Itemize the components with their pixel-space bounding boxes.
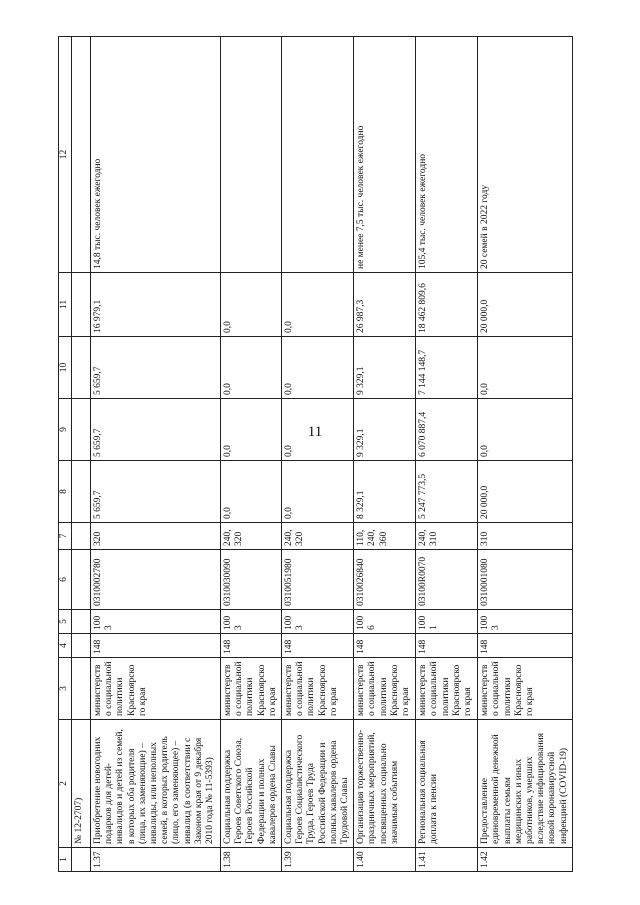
table-header-row <box>59 37 72 872</box>
cell-year-1: 0,0 <box>282 461 354 523</box>
rotated-table-container <box>58 37 598 872</box>
activity-name: Приобретение новогодних подарков для детей-инвалидов и детей из семей, в которых оба родителя (лица, их заменяющие) – инвалиды, или неполных семей, в которых родитель (лицо, его заменяющее) – инвалид (в соответствии с Законом края от 9 декабря 2010 года № 11-5393) <box>91 720 221 848</box>
table-row <box>416 37 478 872</box>
cell-expense-type: 240, 320 <box>282 523 354 550</box>
page-number: 11 <box>307 424 323 440</box>
column-header: 3 <box>59 658 72 720</box>
cell-expected-result: 20 семей в 2022 году <box>478 37 573 273</box>
cell-target-article: 0310030090 <box>221 550 282 610</box>
cell-year-1: 5 247 773,5 <box>416 461 478 523</box>
row-number: 1.38 <box>221 848 282 872</box>
cell-year-1: 0,0 <box>221 461 282 523</box>
row-number: 1.42 <box>478 848 573 872</box>
column-header: 5 <box>59 610 72 634</box>
administrator: министерство социальной политики Красноярского края <box>354 658 416 720</box>
column-header: 8 <box>59 461 72 523</box>
administrator: министерство социальной политики Красноярского края <box>282 658 354 720</box>
table-row <box>282 37 354 872</box>
cell-year-3: 0,0 <box>282 337 354 399</box>
column-header: 9 <box>59 399 72 461</box>
activity-name: Организация торжественно-праздничных мероприятий, посвященных социально значимым событиям <box>354 720 416 848</box>
activity-name: Предоставление единовременной денежной выплаты семьям медицинских и иных работников, умерших вследствие инфицирования новой коронавирусной инфекцией (COVID-19) <box>478 720 573 848</box>
cell-year-1: 20 000,0 <box>478 461 573 523</box>
cell-year-2: 5 659,7 <box>91 399 221 461</box>
column-header: 12 <box>59 37 72 273</box>
cell-total: 0,0 <box>282 273 354 337</box>
cell-grbs: 148 <box>478 634 573 658</box>
cell-target-article: 0310051980 <box>282 550 354 610</box>
cell-year-1: 8 329,1 <box>354 461 416 523</box>
cell-year-2: 0,0 <box>221 399 282 461</box>
table-row <box>91 37 221 872</box>
administrator: министерство социальной политики Красноярского края <box>221 658 282 720</box>
cell-expected-result: не менее 7,5 тыс. человек ежегодно <box>354 37 416 273</box>
row-number: 1.40 <box>354 848 416 872</box>
administrator: министерство социальной политики Красноярского края <box>416 658 478 720</box>
cell-grbs: 148 <box>416 634 478 658</box>
column-header: 1 <box>59 848 72 872</box>
column-header: 6 <box>59 550 72 610</box>
cell-year-2: 9 329,1 <box>354 399 416 461</box>
table-row <box>221 37 282 872</box>
cell-expense-type: 240, 310 <box>416 523 478 550</box>
cell-section: 1006 <box>354 610 416 634</box>
administrator: министерство социальной политики Красноярского края <box>91 658 221 720</box>
table-row <box>354 37 416 872</box>
cell-grbs: 148 <box>91 634 221 658</box>
cell-year-3: 7 144 148,7 <box>416 337 478 399</box>
cell-section: 1003 <box>221 610 282 634</box>
cell-year-3: 0,0 <box>478 337 573 399</box>
cell-grbs: 148 <box>221 634 282 658</box>
row-number: 1.41 <box>416 848 478 872</box>
activity-name: Социальная поддержка Героев Советского Союза, Героев Российской Федерации и полных кавалеров ордена Славы <box>221 720 282 848</box>
cell-total: 16 979,1 <box>91 273 221 337</box>
cell-target-article: 0310002780 <box>91 550 221 610</box>
cell-section: 1003 <box>91 610 221 634</box>
column-header: 4 <box>59 634 72 658</box>
table-row <box>478 37 573 872</box>
column-header: 7 <box>59 523 72 550</box>
cell-year-3: 9 329,1 <box>354 337 416 399</box>
column-header: 10 <box>59 337 72 399</box>
activity-name: Социальная поддержка Героев Социалистического Труда, Героев Труда Российской Федерации и полных кавалеров ордена Трудовой Славы <box>282 720 354 848</box>
cell-year-1: 5 659,7 <box>91 461 221 523</box>
cell-total: 18 462 809,6 <box>416 273 478 337</box>
cell-year-2: 0,0 <box>478 399 573 461</box>
column-header: 11 <box>59 273 72 337</box>
cell-expense-type: 240, 320 <box>221 523 282 550</box>
program-activities-table <box>58 36 573 872</box>
row-number: 1.37 <box>91 848 221 872</box>
administrator: министерство социальной политики Красноярского края <box>478 658 573 720</box>
row-number: 1.39 <box>282 848 354 872</box>
cell-year-2: 0,0 <box>282 399 354 461</box>
cell-total: 20 000,0 <box>478 273 573 337</box>
cell-total: 26 987,3 <box>354 273 416 337</box>
cell-expected-result <box>282 37 354 273</box>
cell-section: 1003 <box>478 610 573 634</box>
cell-grbs: 148 <box>282 634 354 658</box>
cell-target-article: 0310026840 <box>354 550 416 610</box>
cell-section: 1001 <box>416 610 478 634</box>
cell-expected-result: 105,4 тыс. человек ежегодно <box>416 37 478 273</box>
cell-target-article: 0310001080 <box>478 550 573 610</box>
cell-section: 1003 <box>282 610 354 634</box>
cell-expected-result: 14,8 тыс. человек ежегодно <box>91 37 221 273</box>
cell-year-3: 5 659,7 <box>91 337 221 399</box>
column-header: 2 <box>59 720 72 848</box>
activity-name: Региональная социальная доплата к пенсии <box>416 720 478 848</box>
cell-year-2: 6 070 887,4 <box>416 399 478 461</box>
cell-total: 0,0 <box>221 273 282 337</box>
cell-grbs: 148 <box>354 634 416 658</box>
cell-expense-type: 320 <box>91 523 221 550</box>
cell-target-article: 03100R0070 <box>416 550 478 610</box>
continuation-text: № 12-2707) <box>72 720 91 848</box>
cell-expense-type: 310 <box>478 523 573 550</box>
cell-expense-type: 110, 240, 360 <box>354 523 416 550</box>
cell-year-3: 0,0 <box>221 337 282 399</box>
continuation-row <box>72 37 91 872</box>
cell-expected-result <box>221 37 282 273</box>
